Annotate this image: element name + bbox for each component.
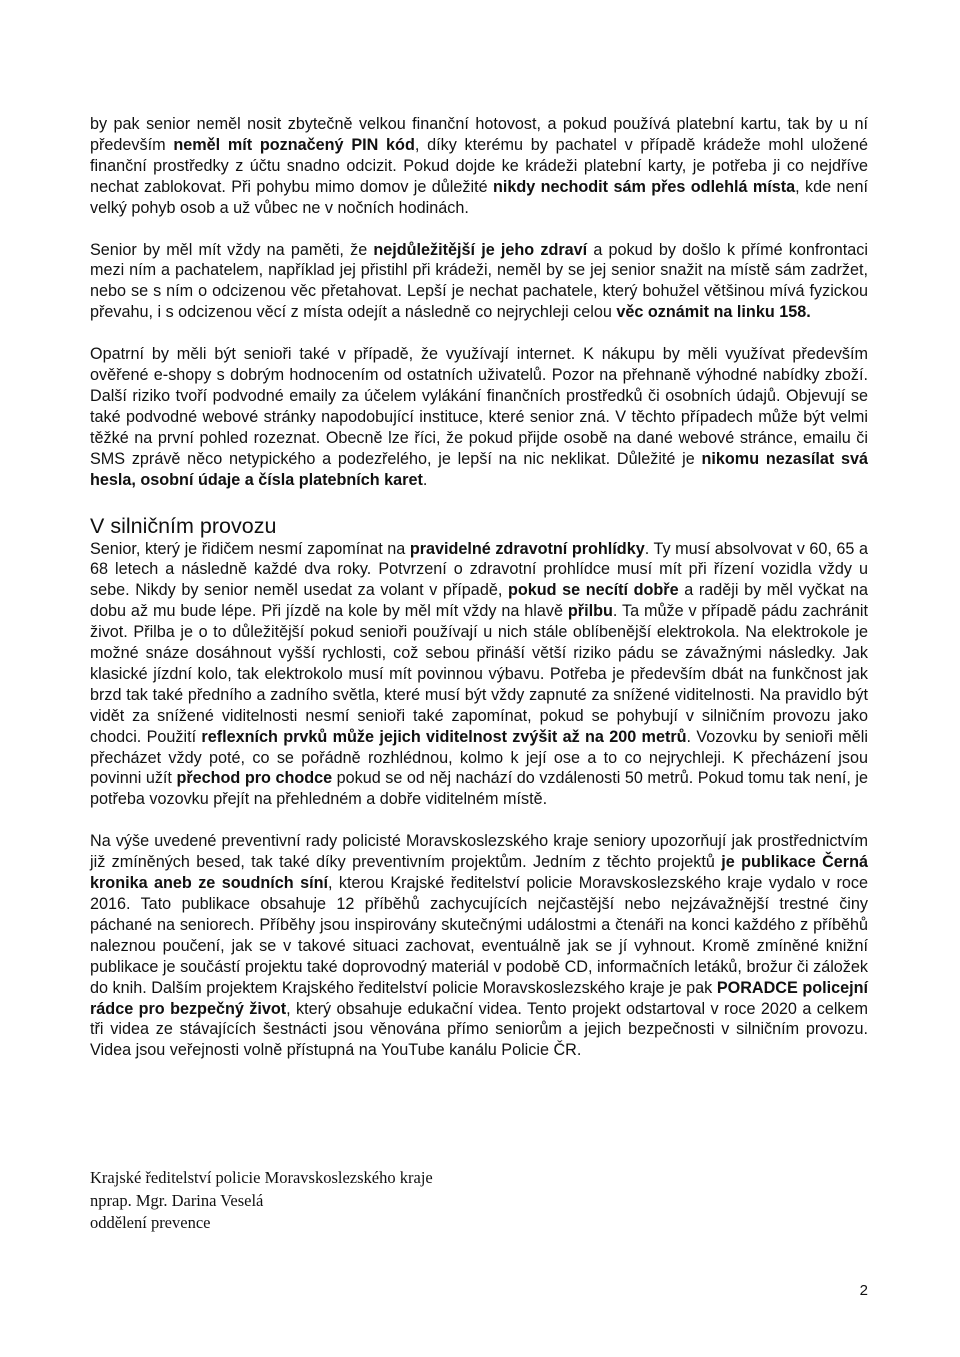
signature-block: [90, 1167, 433, 1235]
paragraph-road-traffic: [90, 539, 868, 811]
text-run: , který obsahuje edukační videa. Tento projekt odstartoval v roce 2020 a celkem tři videa ze stávajících šestnácti jsou věnována přímo seniorům a jejich bezpečnosti v silničním provozu. Videa jsou veřejnosti volně přístupná na YouTube kanálu Policie ČR.: [90, 999, 868, 1060]
emphasized-text: nikdy nechodit sám přes odlehlá místa: [492, 177, 796, 196]
emphasized-text: neměl mít poznačený PIN kód: [173, 135, 415, 154]
emphasized-text: PORADCE policejní rádce pro bezpečný život: [90, 978, 868, 1018]
emphasized-text: nikomu nezasílat svá hesla, osobní údaje a čísla platebních karet: [90, 449, 868, 489]
text-run: Senior, který je řidičem nesmí zapomínat na: [90, 539, 410, 558]
text-run: by pak senior neměl nosit zbytečně velkou finanční hotovost, a pokud používá platební kartu, tak by u ní především: [90, 115, 868, 154]
document-body: [90, 114, 868, 1061]
paragraph-prevention-projects: [90, 831, 868, 1061]
text-run: , kde není velký pohyb osob a už vůbec ne v nočních hodinách.: [90, 177, 869, 217]
emphasized-text: přechod pro chodce: [176, 769, 333, 788]
emphasized-text: věc oznámit na linku 158.: [616, 303, 811, 322]
emphasized-text: reflexních prvků může jejich viditelnost zvýšit až na 200 metrů: [201, 727, 687, 746]
emphasized-text: je publikace Černá kronika aneb ze soudních síní: [90, 853, 868, 893]
emphasized-text: pravidelné zdravotní prohlídky: [409, 539, 645, 558]
signature-organization: Krajské ředitelství policie Moravskoslezského kraje: [90, 1168, 433, 1187]
page-number: 2: [859, 1282, 868, 1299]
emphasized-text: pokud se necítí dobře: [507, 581, 679, 600]
paragraph-payment-cards: [90, 114, 868, 219]
text-run: a raději by měl vyčkat na dobu až mu bude lépe. Při jízdě na kole by měl mít vždy na hlavě: [90, 581, 868, 621]
text-run: , díky kterému by pachatel v případě krádeže mohl uložené finanční prostředky z účtu snadno odcizit. Pokud dojde ke krádeži platební karty, je potřeba ji co nejdříve nechat zablokovat. Při pohybu mimo domov je důležité: [90, 135, 868, 196]
emphasized-text: nejdůležitější je jeho zdraví: [373, 240, 588, 259]
paragraph-health-priority: [90, 240, 868, 324]
signature-department: oddělení prevence: [90, 1213, 211, 1232]
emphasized-text: přilbu: [567, 602, 613, 621]
text-run: .: [422, 470, 428, 489]
text-run: pokud se od něj nachází do vzdálenosti 50 metrů. Pokud tomu tak není, je potřeba vozovku přejít na přehledném a dobře viditelném místě.: [90, 769, 868, 809]
text-run: . Ta může v případě pádu zachránit život. Přilba je o to důležitější pokud senioři používají u nich stále oblíbenější elektrokola. Na elektrokole je možné snáze dosáhnout vyšší rychlosti, což sebou přináší větší riziko pádu se závažnými následky. Jak klasické jízdní kolo, tak elektrokolo musí mít povinnou výbavu. Potřeba je především dbát na funkčnost jak brzd tak také předního a zadního světla, které musí být vždy zapnuté za snížené viditelnosti. Na pravidlo být vidět za snížené viditelnosti nesmí senioři také zapomínat, pokud se pohybují v silničním provozu jako chodci. Použití: [90, 602, 868, 746]
text-run: Na výše uvedené preventivní rady policisté Moravskoslezského kraje seniory upozorňují jak prostřednictvím již zmíněných besed, tak také díky preventivním projektům. Jedním z těchto projektů: [90, 832, 868, 872]
text-run: Senior by měl mít vždy na paměti, že: [90, 240, 374, 259]
text-run: Opatrní by měli být senioři také v případě, že využívají internet. K nákupu by měli využívat především ověřené e-shopy s dobrým hodnocením od ostatních uživatelů. Pozor na přehnaně výhodné nabídky zboží. Další riziko tvoří podvodné emaily za účelem vylákání finančních prostředků či osobních údajů. Objevují se také podvodné webové stránky napodobující instituce, které senior zná. V těchto případech může být velmi těžké na první pohled rozeznat. Obecně lze říci, že pokud přijde osobě na dané webové stránce, emailu či SMS zprávě něco netypického a podezřelého, je lepší na nic neklikat. Důležité je: [90, 345, 868, 468]
signature-author: nprap. Mgr. Darina Veselá: [90, 1190, 264, 1210]
text-run: a pokud by došlo k přímé konfrontaci mezi ním a pachatelem, například jej přistihl při krádeži, neměl by se jej senior snažit na místě sám zadržet, nebo se s ním o odcizenou věc přetahovat. Lepší je nechat pachatele, který bohužel většinou mívá fyzickou převahu, i s odcizenou věcí z místa odejít a následně co nejrychleji celou: [90, 240, 868, 322]
text-run: . Vozovku by senioři měli přecházet vždy poté, co se pořádně rozhlédnou, kolmo k její ose a to co nejrychleji. K přecházení jsou povinni užít: [90, 727, 868, 788]
paragraph-internet-safety: [90, 344, 868, 490]
section-heading-road-traffic: V silničním provozu: [90, 513, 277, 538]
text-run: , kterou Krajské ředitelství policie Moravskoslezského kraje vydalo v roce 2016. Tato publikace obsahuje 12 příběhů zachycujících nejčastější nebo nejzávažnější trestné činy páchané na seniorech. Příběhy jsou inspirovány skutečnými událostmi a čtenáři na konci každého z příběhů naleznou poučení, jak se v takové situaci zachovat, eventuálně jak se jí vyhnout. Kromě zmíněné knižní publikace je součástí projektu také doprovodný materiál v podobě CD, informačních letáků, brožur či záložek do knih. Dalším projektem Krajského ředitelství policie Moravskoslezského kraje je pak: [90, 874, 869, 997]
text-run: . Ty musí absolvovat v 60, 65 a 68 letech a následně každé dva roky. Potvrzení o zdravotní prohlídce musí mít při řízení vozidla vždy u sebe. Nikdy by senior neměl usedat za volant v případě,: [90, 539, 868, 600]
